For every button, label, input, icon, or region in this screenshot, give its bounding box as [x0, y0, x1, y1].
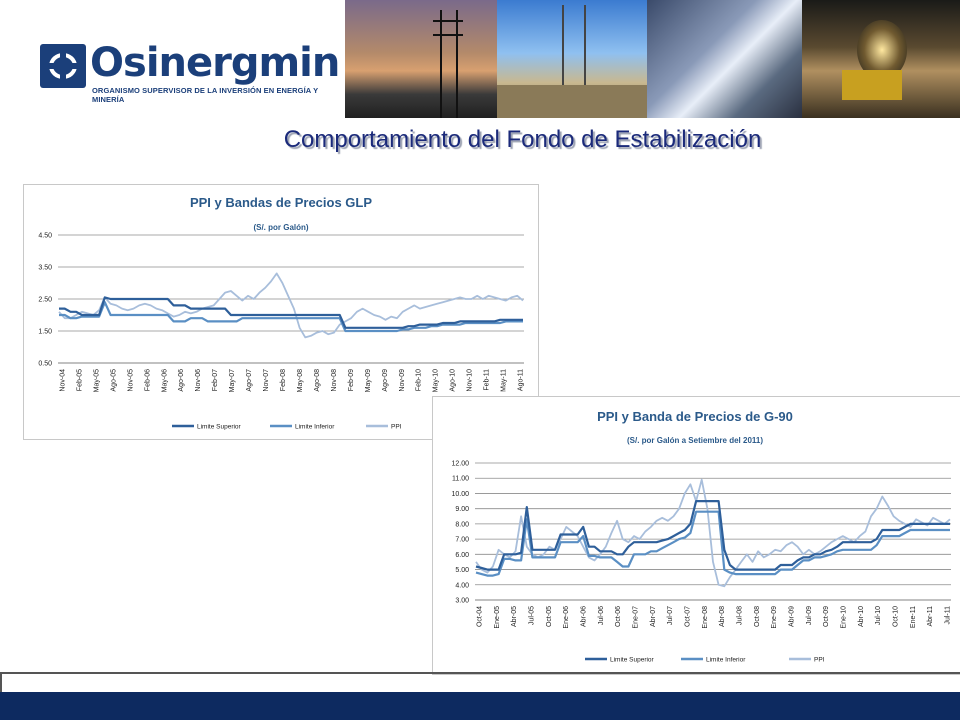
x-tick-label: Jul-06 — [597, 606, 605, 626]
y-tick-label: 11.00 — [452, 475, 469, 483]
x-tick-label: Jul-05 — [528, 606, 536, 626]
mine-tunnel-photo — [802, 0, 960, 118]
x-tick-label: May-11 — [500, 369, 508, 392]
pipeline-welding-photo — [647, 0, 802, 118]
page-title: Comportamiento del Fondo de Estabilización — [283, 126, 762, 153]
x-tick-label: Jul-10 — [875, 606, 883, 626]
x-tick-label: Jul-11 — [944, 606, 952, 625]
x-tick-label: Ago-07 — [246, 369, 254, 392]
x-tick-label: Feb-05 — [76, 369, 84, 392]
x-tick-label: Nov-06 — [195, 369, 203, 392]
legend-label: Limite Superior — [197, 423, 241, 431]
series-line-ppi — [476, 480, 950, 587]
x-tick-label: Ene-11 — [909, 606, 917, 629]
x-tick-label: Feb-09 — [347, 369, 355, 392]
footer-divider — [0, 672, 960, 674]
x-tick-label: Ago-11 — [517, 369, 525, 392]
x-tick-label: Ago-08 — [313, 369, 321, 392]
x-tick-label: Abr-08 — [719, 606, 727, 628]
x-tick-label: Oct-08 — [753, 606, 761, 628]
series-line-limite-inferior — [59, 302, 523, 331]
x-tick-label: Oct-05 — [545, 606, 553, 628]
x-tick-label: Abr-05 — [511, 606, 519, 628]
y-tick-label: 8.00 — [455, 521, 469, 529]
x-tick-label: Nov-08 — [330, 369, 338, 392]
legend-label: PPI — [814, 656, 825, 664]
y-tick-label: 4.50 — [38, 232, 52, 240]
x-tick-label: May-10 — [432, 369, 440, 393]
x-tick-label: May-09 — [364, 369, 372, 393]
x-tick-label: Feb-06 — [144, 369, 152, 392]
osinergmin-logo-icon — [40, 44, 86, 88]
g90-chart-card — [432, 396, 960, 675]
legend-label: Limite Inferior — [706, 656, 746, 664]
y-tick-label: 0.50 — [38, 360, 52, 368]
x-tick-label: Nov-05 — [127, 369, 135, 392]
x-tick-label: Nov-10 — [466, 369, 474, 392]
x-tick-label: Nov-09 — [398, 369, 406, 392]
chart-title: PPI y Bandas de Precios GLP — [189, 195, 373, 210]
x-tick-label: Ene-07 — [632, 606, 640, 629]
y-tick-label: 12.00 — [451, 460, 469, 468]
legend-label: Limite Superior — [610, 656, 654, 664]
g90-chart — [433, 397, 960, 674]
x-tick-label: Jul-07 — [667, 606, 675, 626]
x-tick-label: Oct-04 — [476, 606, 484, 628]
x-tick-label: Nov-07 — [263, 369, 271, 392]
x-tick-label: Ene-10 — [840, 606, 848, 629]
series-line-limite-inferior — [476, 512, 950, 576]
x-tick-label: Abr-10 — [857, 606, 865, 628]
x-tick-label: Abr-09 — [788, 606, 796, 628]
legend-label: PPI — [391, 423, 402, 431]
y-tick-label: 5.00 — [455, 567, 469, 575]
y-tick-label: 1.50 — [38, 328, 52, 336]
footer-divider-corner — [0, 672, 2, 692]
x-tick-label: Ene-09 — [771, 606, 779, 629]
x-tick-label: Ene-05 — [493, 606, 501, 629]
chart-subtitle: (S/. por Galón) — [253, 223, 309, 232]
y-tick-label: 10.00 — [451, 490, 469, 498]
x-tick-label: Nov-04 — [59, 369, 67, 392]
x-tick-label: May-05 — [93, 369, 101, 393]
y-tick-label: 3.50 — [38, 264, 52, 272]
logo-wordmark: Osinergmin — [90, 40, 340, 86]
y-tick-label: 3.00 — [455, 597, 469, 605]
x-tick-label: Abr-07 — [649, 606, 657, 628]
logo-subtitle: ORGANISMO SUPERVISOR DE LA INVERSIÓN EN ENERGÍA Y MINERÍA — [92, 86, 319, 104]
x-tick-label: Ago-10 — [449, 369, 457, 392]
x-tick-label: May-07 — [229, 369, 237, 393]
x-tick-label: Abr-11 — [927, 606, 935, 627]
chart-title: PPI y Banda de Precios de G-90 — [597, 409, 793, 424]
y-tick-label: 2.50 — [38, 296, 52, 304]
x-tick-label: Oct-07 — [684, 606, 692, 628]
y-tick-label: 4.00 — [455, 582, 469, 590]
x-tick-label: Oct-09 — [823, 606, 831, 628]
x-tick-label: Feb-08 — [280, 369, 288, 392]
x-tick-label: Feb-10 — [415, 369, 423, 392]
x-tick-label: May-06 — [161, 369, 169, 393]
x-tick-label: Oct-10 — [892, 606, 900, 628]
footer-bar — [0, 692, 960, 720]
legend-label: Limite Inferior — [295, 423, 335, 431]
x-tick-label: Jul-09 — [805, 606, 813, 626]
x-tick-label: Jul-08 — [736, 606, 744, 626]
y-tick-label: 7.00 — [455, 536, 469, 544]
oil-rig-photo — [497, 0, 647, 118]
x-tick-label: Ago-09 — [381, 369, 389, 392]
x-tick-label: Ago-06 — [178, 369, 186, 392]
y-tick-label: 6.00 — [455, 551, 469, 559]
x-tick-label: Ene-06 — [563, 606, 571, 629]
x-tick-label: May-08 — [296, 369, 304, 393]
x-tick-label: Ago-05 — [110, 369, 118, 392]
x-tick-label: Ene-08 — [701, 606, 709, 629]
logo-area — [0, 0, 345, 118]
power-lines-photo — [345, 0, 497, 118]
x-tick-label: Abr-06 — [580, 606, 588, 628]
chart-subtitle: (S/. por Galón a Setiembre del 2011) — [626, 436, 764, 445]
x-tick-label: Feb-11 — [483, 369, 491, 391]
y-tick-label: 9.00 — [455, 506, 469, 514]
x-tick-label: Oct-06 — [615, 606, 623, 628]
x-tick-label: Feb-07 — [212, 369, 220, 392]
series-line-ppi — [59, 273, 523, 337]
